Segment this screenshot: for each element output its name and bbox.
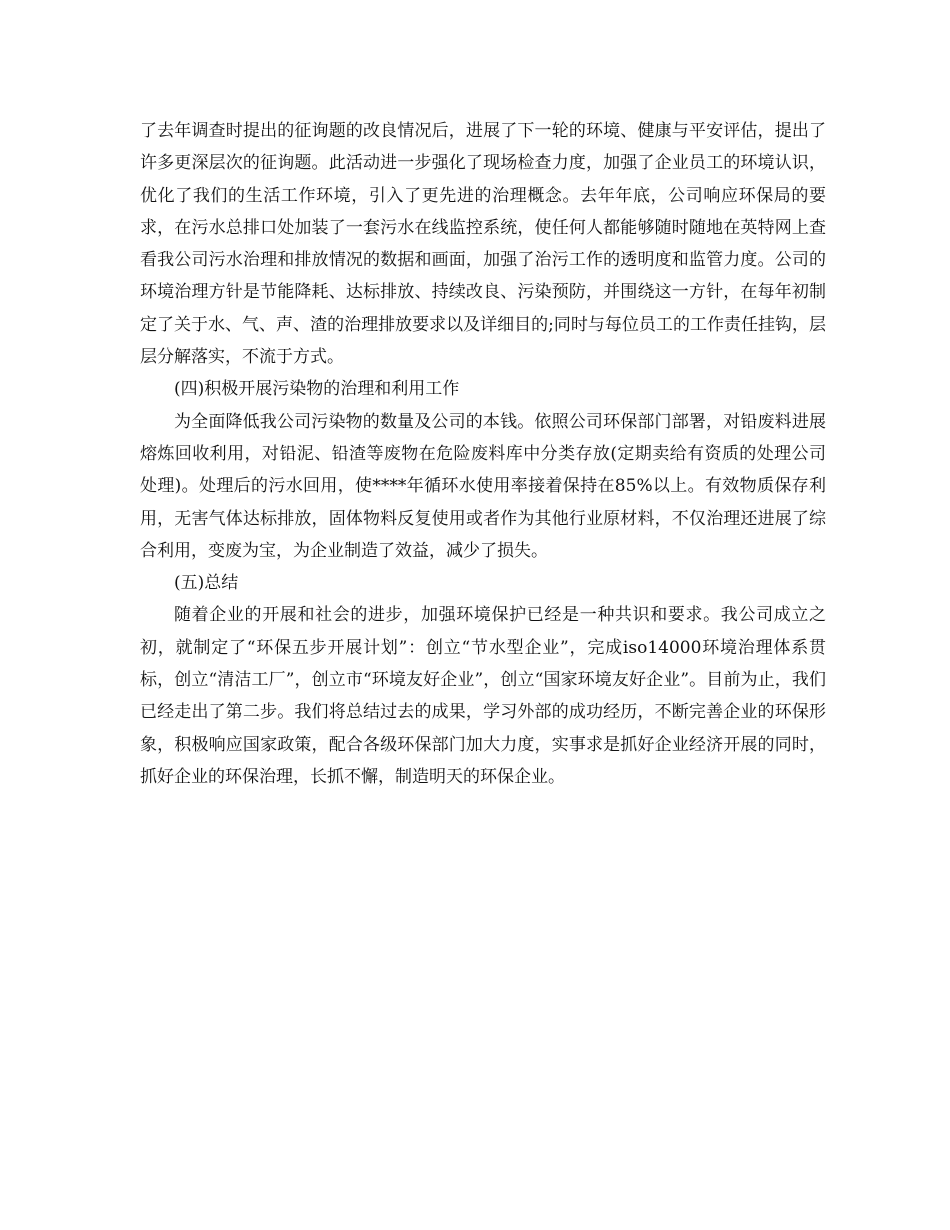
section-heading-four: (四)积极开展污染物的治理和利用工作 — [174, 379, 460, 400]
paragraph-summary: 随着企业的开展和社会的进步，加强环境保护已经是一种共识和要求。我公司成立之初，就制定了“环保五步开展计划”：创立“节水型企业”，完成iso14000环境治理体系贯标，创立“清洁工厂”，创立市“环境友好企业”，创立“国家环境友好企业”。目前为止，我们已经走出了第二步。我们将总结过去的成果，学习外部的成功经历，不断完善企业的环保形象，积极响应国家政策，配合各级环保部门加大力度，实事求是抓好企业经济开展的同时，抓好企业的环保治理，长抓不懈，制造明天的环保企业。 — [140, 605, 826, 787]
document-body — [140, 115, 826, 793]
paragraph-pollutant-treatment: 为全面降低我公司污染物的数量及公司的本钱。依照公司环保部门部署，对铅废料进展熔炼回收利用，对铅泥、铅渣等废物在危险废料库中分类存放(定期卖给有资质的处理公司处理)。处理后的污水回用，使****年循环水使用率接着保持在85%以上。有效物质保存利用，无害气体达标排放，固体物料反复使用或者作为其他行业原材料，不仅治理还进展了综合利用，变废为宝，为企业制造了效益，减少了损失。 — [140, 411, 826, 561]
section-heading-five: (五)总结 — [174, 573, 239, 594]
paragraph-continuation: 了去年调查时提出的征询题的改良情况后，进展了下一轮的环境、健康与平安评估，提出了许多更深层次的征询题。此活动进一步强化了现场检查力度，加强了企业员工的环境认识，优化了我们的生活工作环境，引入了更先进的治理概念。去年年底，公司响应环保局的要求，在污水总排口处加装了一套污水在线监控系统，使任何人都能够随时随地在英特网上查看我公司污水治理和排放情况的数据和画面，加强了治污工作的透明度和监管力度。公司的环境治理方针是节能降耗、达标排放、持续改良、污染预防，并围绕这一方针，在每年初制定了关于水、气、声、渣的治理排放要求以及详细目的;同时与每位员工的工作责任挂钩，层层分解落实，不流于方式。 — [140, 121, 826, 368]
